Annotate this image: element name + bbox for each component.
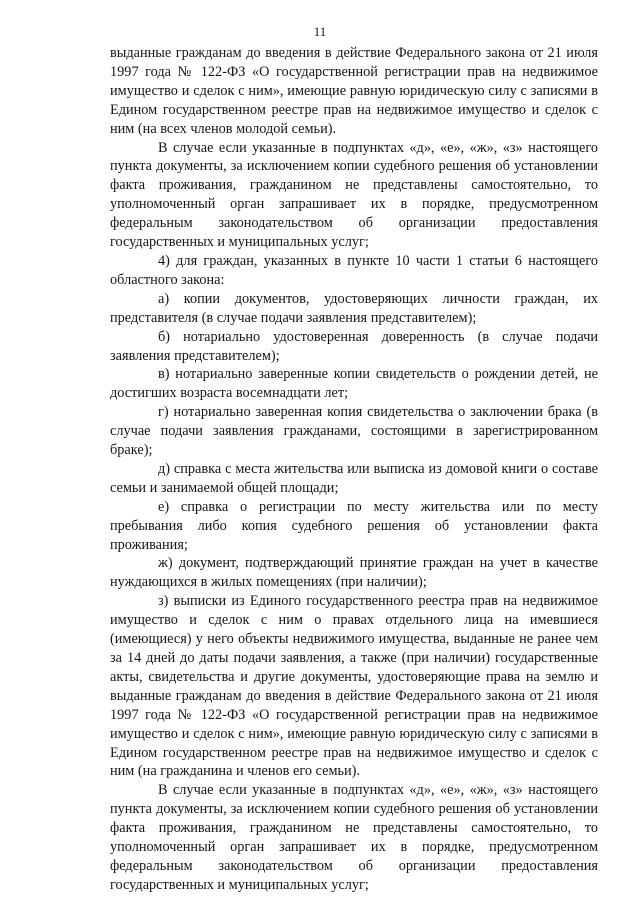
paragraph-request-note-1: В случае если указанные в подпунктах «д», «е», «ж», «з» настоящего пункта документы, за исключением копии судебного решения об установлении факта проживания, гражданином не представлены самостоятельно, то уполномоченный орган запрашивает их в порядке, предусмотренном федеральным законодательством об организации предоставления государственных и муниципальных услуг; xyxy=(110,139,598,251)
paragraph-item-4: 4) для граждан, указанных в пункте 10 части 1 статьи 6 настоящего областного закона: xyxy=(110,252,598,288)
paragraph-continuation: выданные гражданам до введения в действие Федерального закона от 21 июля 1997 года № 122-ФЗ «О государственной регистрации прав на недвижимое имущество и сделок с ним», имеющие равную юридическую силу с записями в Едином государственном реестре прав на недвижимое имущество и сделок с ним (на всех членов молодой семьи). xyxy=(110,45,598,137)
subitem-a: а) копии документов, удостоверяющих личности граждан, их представителя (в случае подачи заявления представителем); xyxy=(110,290,598,326)
subitem-zh: ж) документ, подтверждающий принятие граждан на учет в качестве нуждающихся в жилых помещениях (при наличии); xyxy=(110,555,598,591)
subitem-b: б) нотариально удостоверенная доверенность (в случае подачи заявления представителем); xyxy=(110,328,598,364)
document-body xyxy=(110,44,598,895)
subitem-g: г) нотариально заверенная копия свидетельства о заключении брака (в случае подачи заявления гражданами, состоящими в зарегистрированном браке); xyxy=(110,404,598,459)
subitem-d: д) справка с места жительства или выписка из домовой книги о составе семьи и занимаемой общей площади; xyxy=(110,460,598,496)
subitem-v: в) нотариально заверенные копии свидетельств о рождении детей, не достигших возраста восемнадцати лет; xyxy=(110,366,598,402)
page-number: 11 xyxy=(313,24,327,39)
subitem-z: з) выписки из Единого государственного реестра прав на недвижимое имущество и сделок с ним о правах отдельного лица на имевшиеся (имеющиеся) у него объекты недвижимого имущества, выданные не ранее чем за 14 дней до даты подачи заявления, а также (при наличии) государственные акты, свидетельства и другие документы, удостоверяющие права на землю и выданные гражданам до введения в действие Федерального закона от 21 июля 1997 года № 122-ФЗ «О государственной регистрации прав на недвижимое имущество и сделок с ним», имеющие равную юридическую силу с записями в Едином государственном реестре прав на недвижимое имущество и сделок с ним (на гражданина и членов его семьи). xyxy=(110,593,598,780)
subitem-e: е) справка о регистрации по месту жительства или по месту пребывания либо копия судебного решения об установлении факта проживания; xyxy=(110,498,598,553)
paragraph-request-note-2: В случае если указанные в подпунктах «д», «е», «ж», «з» настоящего пункта документы, за исключением копии судебного решения об установлении факта проживания, гражданином не представлены самостоятельно, то уполномоченный орган запрашивает их в порядке, предусмотренном федеральным законодательством об организации предоставления государственных и муниципальных услуг; xyxy=(110,782,598,893)
